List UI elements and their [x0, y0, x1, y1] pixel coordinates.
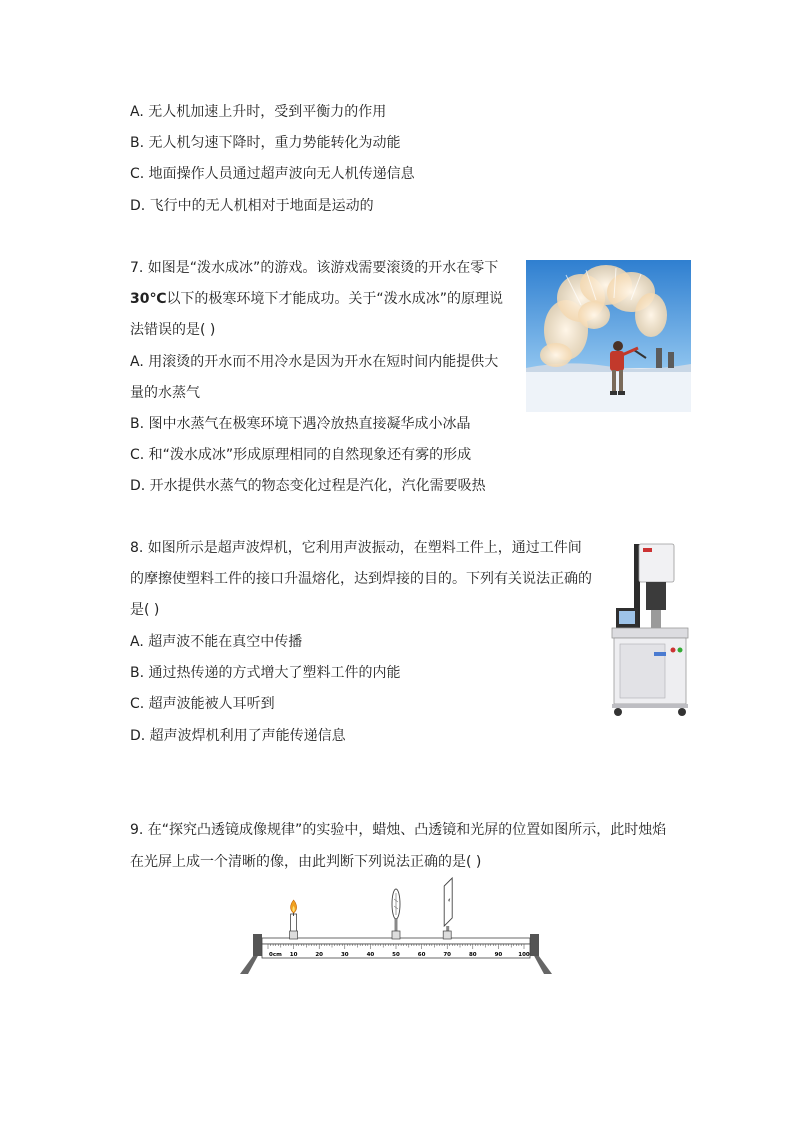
q7-option-d: D. 开水提供水蒸气的物态变化过程是汽化，汽化需要吸热	[130, 478, 486, 494]
q8-option-b: B. 通过热传递的方式增大了塑料工件的内能	[130, 665, 401, 681]
q7-option-c: C. 和“泼水成冰”形成原理相同的自然现象还有雾的形成	[130, 447, 472, 463]
ruler-label: 20	[315, 952, 324, 958]
ruler-label: 60	[417, 952, 426, 958]
q8-stem-line2: 的摩擦使塑料工件的接口升温熔化，达到焊接的目的。下列有关说法正确的	[130, 571, 592, 587]
ruler-label: 30	[340, 952, 349, 958]
ruler-label: 80	[468, 952, 477, 958]
q9-stem-line1: 9. 在“探究凸透镜成像规律”的实验中，蜡烛、凸透镜和光屏的位置如图所示，此时烛焰	[130, 822, 667, 838]
ruler-label: 100	[518, 952, 530, 958]
q7-stem-line3: 法错误的是( )	[130, 322, 216, 338]
q8-stem-line3: 是( )	[130, 602, 160, 618]
q7-option-a-cont: 量的水蒸气	[130, 385, 200, 401]
q6-option-a: A. 无人机加速上升时，受到平衡力的作用	[130, 104, 387, 120]
ruler-label-zero: 0cm	[269, 952, 282, 958]
ruler-label: 10	[289, 952, 298, 958]
q7-stem-line1: 7. 如图是“泼水成冰”的游戏。该游戏需要滚烫的开水在零下	[130, 260, 499, 276]
q7-photo-water-to-ice	[526, 260, 691, 412]
q7-option-a: A. 用滚烫的开水而不用冷水是因为开水在短时间内能提供大	[130, 354, 499, 370]
q8-option-d: D. 超声波焊机利用了声能传递信息	[130, 728, 346, 744]
bench-holder	[443, 931, 451, 939]
ruler-label: 50	[392, 952, 400, 958]
q7-stem-line2	[130, 289, 503, 309]
ruler-label: 90	[494, 952, 503, 958]
light-screen-icon	[444, 878, 452, 931]
q6-option-c: C. 地面操作人员通过超声波向无人机传递信息	[130, 166, 415, 182]
q7-option-b: B. 图中水蒸气在极寒环境下遇冷放热直接凝华成小冰晶	[130, 416, 471, 432]
q7-temperature: 30℃	[130, 291, 167, 307]
ruler-label: 40	[366, 952, 375, 958]
bench-right-post	[530, 934, 539, 956]
bench-holder	[392, 931, 400, 939]
bench-holder	[290, 931, 298, 939]
convex-lens-icon	[392, 889, 400, 931]
bench-left-post	[253, 934, 262, 956]
q6-option-d: D. 飞行中的无人机相对于地面是运动的	[130, 198, 374, 214]
q8-photo-ultrasonic-welder	[606, 540, 692, 718]
q9-optical-bench-diagram	[238, 874, 554, 978]
q8-option-c: C. 超声波能被人耳听到	[130, 696, 275, 712]
q8-stem-line1: 8. 如图所示是超声波焊机，它利用声波振动，在塑料工件上，通过工件间	[130, 540, 582, 556]
ruler-label: 70	[443, 952, 452, 958]
q7-stem-line2-text: 以下的极寒环境下才能成功。关于“泼水成冰”的原理说	[166, 291, 503, 307]
q9-stem-line2: 在光屏上成一个清晰的像，由此判断下列说法正确的是( )	[130, 854, 482, 870]
q6-option-b: B. 无人机匀速下降时，重力势能转化为动能	[130, 135, 401, 151]
q8-option-a: A. 超声波不能在真空中传播	[130, 634, 303, 650]
